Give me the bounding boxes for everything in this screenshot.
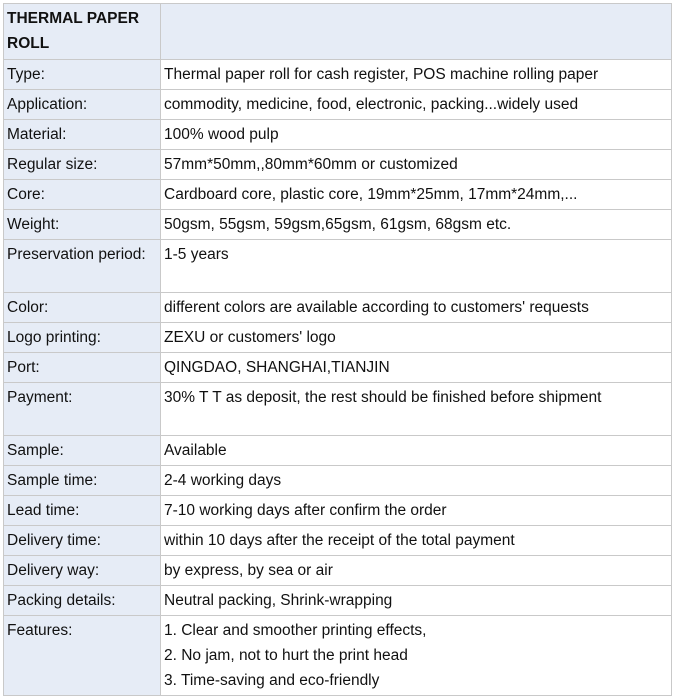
spec-label: Sample time: [4,466,161,496]
spec-label: Delivery way: [4,556,161,586]
spec-value: 7-10 working days after confirm the order [161,496,672,526]
spec-value: 50gsm, 55gsm, 59gsm,65gsm, 61gsm, 68gsm etc. [161,210,672,240]
spec-value: Available [161,436,672,466]
spec-label: Preservation period: [4,240,161,293]
spec-row-weight [4,210,672,240]
spec-label: Payment: [4,383,161,436]
table-header-value [161,4,672,60]
spec-row-preservation-period [4,240,672,293]
spec-row-core [4,180,672,210]
spec-value: QINGDAO, SHANGHAI,TIANJIN [161,353,672,383]
feature-item: 1. Clear and smoother printing effects, [164,622,427,639]
spec-label: Sample: [4,436,161,466]
spec-label: Color: [4,293,161,323]
feature-item: 2. No jam, not to hurt the print head [164,647,408,664]
spec-label: Features: [4,616,161,696]
spec-row-sample-time [4,466,672,496]
spec-row-delivery-time [4,526,672,556]
spec-value: ZEXU or customers' logo [161,323,672,353]
table-header-row [4,4,672,60]
spec-label: Packing details: [4,586,161,616]
product-spec-table [3,3,672,696]
spec-value: commodity, medicine, food, electronic, packing...widely used [161,90,672,120]
spec-row-regular-size [4,150,672,180]
spec-row-packing-details [4,586,672,616]
spec-value: 57mm*50mm,,80mm*60mm or customized [161,150,672,180]
spec-row-delivery-way [4,556,672,586]
spec-label: Lead time: [4,496,161,526]
spec-label: Regular size: [4,150,161,180]
spec-value: Thermal paper roll for cash register, POS machine rolling paper [161,60,672,90]
spec-value: within 10 days after the receipt of the total payment [161,526,672,556]
spec-row-color [4,293,672,323]
spec-label: Material: [4,120,161,150]
spec-label: Core: [4,180,161,210]
spec-value: 2-4 working days [161,466,672,496]
spec-value: 30% T T as deposit, the rest should be finished before shipment [161,383,672,436]
spec-label: Delivery time: [4,526,161,556]
spec-value: 1-5 years [161,240,672,293]
spec-row-logo-printing [4,323,672,353]
spec-label: Application: [4,90,161,120]
spec-row-type [4,60,672,90]
spec-label: Port: [4,353,161,383]
spec-value: by express, by sea or air [161,556,672,586]
spec-value: 100% wood pulp [161,120,672,150]
feature-item: 3. Time-saving and eco-friendly [164,672,380,689]
spec-row-application [4,90,672,120]
spec-label: Type: [4,60,161,90]
spec-row-material [4,120,672,150]
spec-value: Neutral packing, Shrink-wrapping [161,586,672,616]
spec-value: different colors are available according to customers' requests [161,293,672,323]
spec-label: Weight: [4,210,161,240]
spec-row-lead-time [4,496,672,526]
spec-row-payment [4,383,672,436]
spec-row-sample [4,436,672,466]
spec-label: Logo printing: [4,323,161,353]
table-title: THERMAL PAPER ROLL [4,4,161,60]
spec-row-port [4,353,672,383]
spec-value: Cardboard core, plastic core, 19mm*25mm, 17mm*24mm,... [161,180,672,210]
